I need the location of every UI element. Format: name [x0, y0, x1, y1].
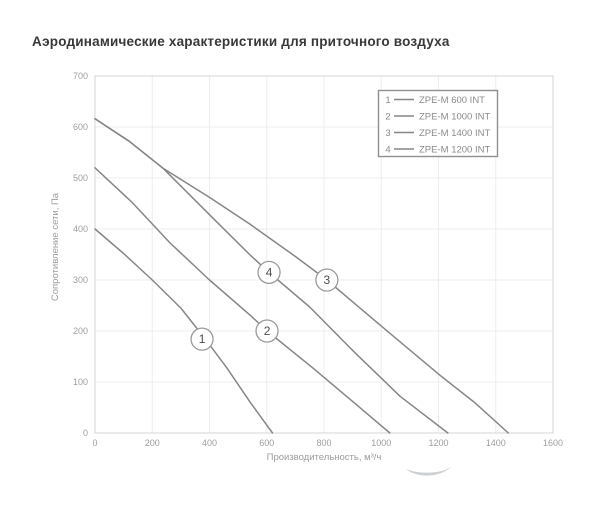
y-tick-label: 0 — [82, 428, 88, 438]
legend-entry-label: ZPE-M 600 INT — [419, 95, 485, 106]
y-tick-label: 300 — [72, 275, 88, 285]
curve-marker-layer — [191, 261, 338, 350]
x-tick-label: 1400 — [485, 438, 506, 448]
y-tick-label: 700 — [72, 71, 88, 81]
legend-entry-number: 2 — [385, 111, 391, 123]
y-tick-label: 500 — [72, 173, 88, 183]
x-tick-label: 600 — [259, 438, 275, 448]
curve-zpe-m-1400-int — [95, 119, 508, 433]
curve-layer — [95, 119, 508, 433]
curve-marker-number: 1 — [198, 332, 206, 347]
legend-entry-label: ZPE-M 1400 INT — [419, 128, 491, 139]
legend-entry-number: 3 — [385, 128, 391, 139]
curve-marker-number: 4 — [265, 265, 273, 280]
y-axis-title: Сопротивление сети, Па — [50, 192, 61, 302]
x-tick-label: 1000 — [371, 438, 392, 448]
x-tick-label: 800 — [316, 438, 332, 448]
y-tick-label: 100 — [72, 377, 88, 387]
y-tick-label: 400 — [72, 224, 88, 234]
x-tick-label: 1600 — [542, 438, 564, 448]
curve-marker-number: 3 — [323, 273, 331, 287]
curve-marker-number: 2 — [263, 324, 271, 338]
legend-entry-number: 1 — [385, 95, 391, 106]
chart-legend — [379, 91, 498, 157]
x-axis-title: Производительность, м³/ч — [266, 452, 382, 463]
legend-entry-number: 4 — [385, 144, 391, 156]
y-tick-label: 600 — [72, 122, 88, 132]
page-curl-icon — [406, 466, 453, 476]
x-tick-label: 400 — [201, 438, 218, 448]
x-tick-label: 0 — [92, 438, 98, 448]
page-title: Аэродинамические характеристики для приточного воздуха — [32, 34, 450, 49]
legend-entry-label: ZPE-M 1000 INT — [419, 111, 491, 123]
curve-zpe-m-1000-int — [95, 168, 390, 433]
x-tick-label: 1200 — [428, 438, 449, 448]
x-tick-label: 200 — [144, 438, 160, 448]
legend-entry-label: ZPE-M 1200 INT — [419, 144, 491, 156]
y-tick-label: 200 — [72, 326, 88, 336]
